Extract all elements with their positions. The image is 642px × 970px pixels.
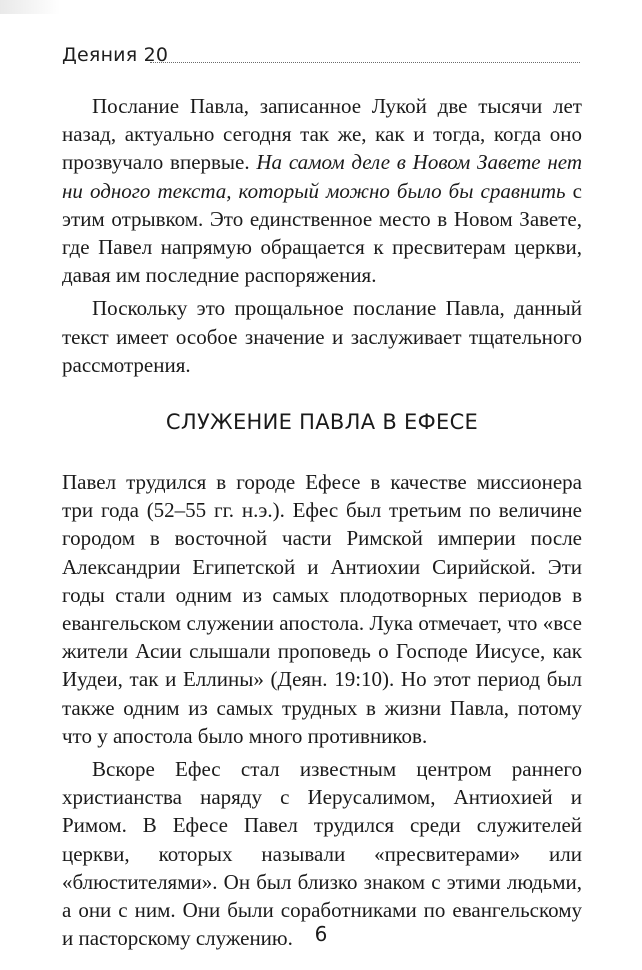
intro-paragraph-1-end: с этим отрывком. Это единственное место в Новом Завете, где Павел напрямую обращается к пресвитерам церкви, давая им последние распоряжения.: [62, 178, 582, 288]
section-text-block: [62, 468, 582, 952]
section-heading: СЛУЖЕНИЕ ПАВЛА В ЕФЕСЕ: [165, 410, 479, 434]
section-paragraph-2: Вскоре Ефес стал известным центром раннего христианства наряду с Иерусалимом, Антиохией и Римом. В Ефесе Павел трудился среди служителей церкви, которых называли «пресвитерами» или «блюстителями». Он был близко знаком с этими людьми, а они с ним. Они были соработниками по евангельскому и пасторскому служению.: [62, 757, 582, 951]
intro-paragraph-2: Поскольку это прощальное послание Павла, данный текст имеет особое значение и заслуживает тщательного рассмотрения.: [62, 296, 582, 377]
intro-paragraph-1: [62, 92, 582, 289]
section-paragraph-1: Павел трудился в городе Ефесе в качестве миссионера три года (52–55 гг. н.э.). Ефес был третьим по величине городом в восточной части Римской империи после Александрии Египетской и Антиохии Сирийской. Эти годы стали одним из самых плодотворных периодов в евангельском служении апостола. Лука отмечает, что «все жители Асии слышали проповедь о Господе Иисусе, как Иудеи, так и Еллины» (Деян. 19:10). Но этот период был также одним из самых трудных в жизни Павла, потому что у апостола было много противников.: [62, 470, 582, 748]
intro-text-block: [62, 92, 582, 379]
intro-paragraph-1-start: Послание Павла, записанное Лукой две тысячи лет назад, актуально сегодня так же, как и тогда, когда оно прозвучало впервые.: [62, 94, 582, 175]
header-rule: [150, 62, 580, 63]
scan-edge-shadow: [0, 0, 60, 14]
intro-paragraph-1-emphasis: На самом деле в Новом Завете нет ни одного текста, который можно было бы сравнить: [62, 150, 582, 203]
page-number: 6: [314, 922, 328, 946]
running-title: Деяния 20: [62, 44, 169, 66]
